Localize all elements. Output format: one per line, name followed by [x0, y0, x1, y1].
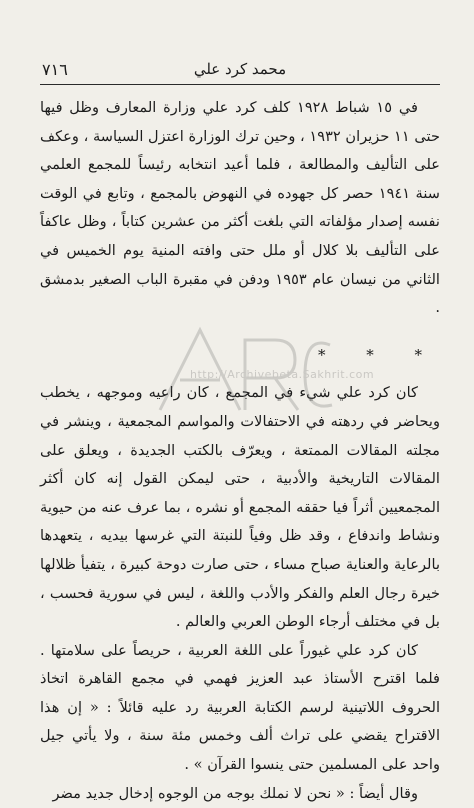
section-separator: * * * — [317, 345, 440, 364]
paragraph-1: في ١٥ شباط ١٩٢٨ كلف كرد علي وزارة المعارف وظل فيها حتى ١١ حزيران ١٩٣٢ ، وحين ترك الوزارة اعتزل السياسة ، وعكف على التأليف والمطالعة ، فلما أعيد انتخابه رئيساً للمجمع العلمي سنة ١٩٤١ حصر كل جهوده في النهوض بالمجمع ، وتابع في الوقت نفسه إصدار مؤلفاته التي بلغت أكثر من عشرين كتاباً ، وظل عاكفاً على التأليف بلا كلال أو ملل حتى وافته المنية يوم الخميس في الثاني من نيسان عام ١٩٥٣ ودفن في مقبرة الباب الصغير بدمشق . — [40, 99, 440, 317]
paragraph-4: وقال أيضاً : « نحن لا نملك بوجه من الوجوه إدخال جديد مضر — [52, 784, 418, 802]
running-title: محمد كرد علي — [193, 60, 287, 78]
page-number: ٧١٦ — [42, 60, 68, 79]
page-header — [40, 58, 440, 85]
watermark-url: http://Archivebeta.Sakhrit.com — [190, 368, 375, 381]
paragraph-2: كان كرد علي شيء في المجمع ، كان راعيه وموجهه ، يخطب ويحاضر في ردهته في الاحتفالات والمواسم المجمعية ، وينشر في مجلته المقالات الممتعة ، ويعرّف بالكتب الجديدة ، ويعلق على المقالات التاريخية والأدبية ، حتى ليمكن القول إنه كان أكثر المجمعيين أثراً فيا حققه المجمع أو نشره ، بما عرف عنه من حيوية ونشاط واندفاع ، وقد ظل وفياً للنبتة التي غرسها بيديه ، يتعهدها بالرعاية والعناية صباح مساء ، حتى صارت دوحة كبيرة ، يتفيأ ظلالها خيرة رجال العلم والفكر والأدب واللغة ، ليس في سورية فحسب ، بل في مختلف أرجاء الوطن العربي والعالم . — [40, 384, 440, 631]
paragraph-3: كان كرد علي غيوراً على اللغة العربية ، حريصاً على سلامتها . فلما اقترح الأستاذ عبد العزيز فهمي في مجمع القاهرة اتخاذ الحروف اللاتينية لرسم الكتابة العربية رد عليه قائلاً : « إن هذا الاقتراح يقضي على تراث ألف وخمس مئة سنة ، ولا يأتي جيل واحد على المسلمين حتى ينسوا القرآن » . — [40, 641, 440, 774]
page-body — [40, 94, 440, 808]
